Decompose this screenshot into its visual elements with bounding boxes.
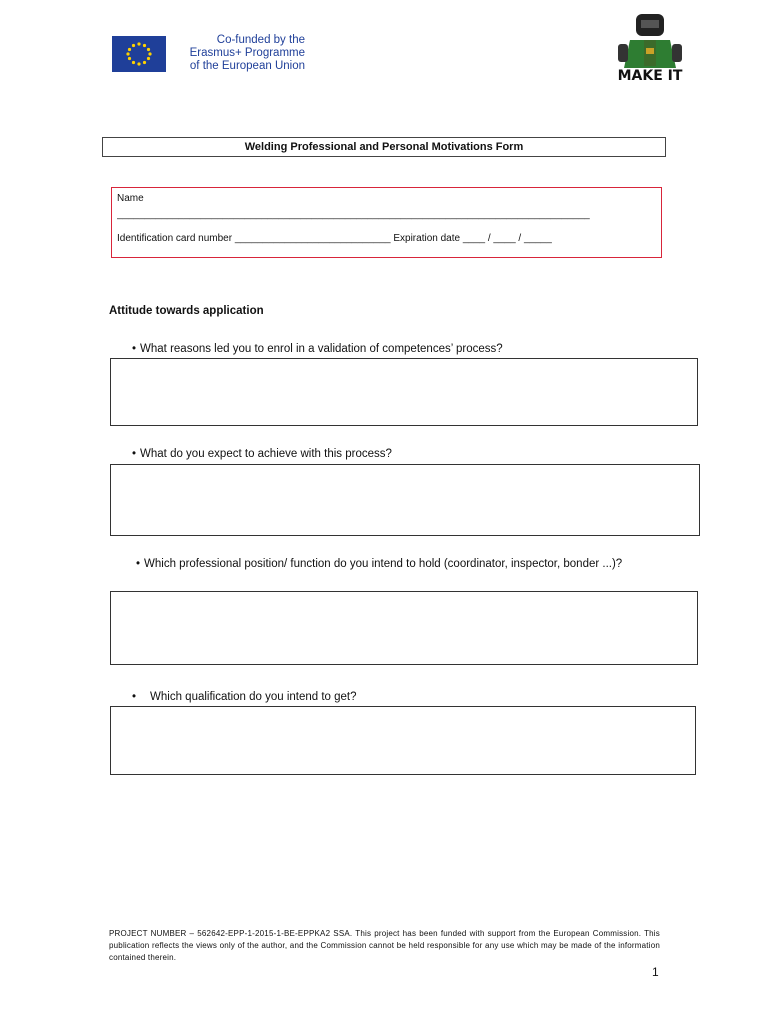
page-number: 1 [652, 965, 659, 979]
bullet: • [132, 343, 137, 355]
section-heading: Attitude towards application [109, 305, 264, 317]
question-2 [132, 446, 392, 462]
eu-text-line-2: Erasmus+ Programme [189, 47, 305, 59]
eu-text-line-1: Co-funded by the [216, 34, 305, 46]
answer-box-2[interactable] [110, 464, 700, 536]
question-text: What do you expect to achieve with this process? [140, 448, 392, 460]
footer-disclaimer: PROJECT NUMBER – 562642-EPP-1-2015-1-BE-EPPKA2 SSA. This project has been funded with support from the European Commission. This publication reflects the views only of the author, and the Commission cannot be held responsible for any use which may be made of the information contained therein. [109, 929, 660, 962]
answer-box-1[interactable] [110, 358, 698, 426]
answer-box-3[interactable] [110, 591, 698, 665]
identity-box [111, 187, 662, 258]
eu-flag-icon [112, 36, 166, 72]
name-field[interactable]: _____________________________________________________________________________________ [117, 209, 590, 220]
makeit-logo-text: MAKE IT [617, 68, 683, 84]
question-text: Which qualification do you intend to get? [150, 691, 357, 703]
eu-text-line-3: of the European Union [189, 60, 305, 72]
eu-cofunding-text [175, 34, 305, 73]
bullet: • [132, 691, 137, 703]
question-text: Which professional position/ function do you intend to hold (coordinator, inspector, bonder ...)? [144, 558, 623, 570]
question-3 [136, 556, 660, 572]
question-4 [132, 689, 357, 705]
question-text: What reasons led you to enrol in a validation of competences’ process? [140, 343, 503, 355]
id-card-line[interactable]: Identification card number ____________________________ Expiration date ____ / ____ / _____ [117, 233, 552, 244]
makeit-logo [610, 10, 690, 88]
bullet: • [136, 558, 141, 570]
bullet: • [132, 448, 137, 460]
answer-box-4[interactable] [110, 706, 696, 775]
form-title: Welding Professional and Personal Motivations Form [102, 137, 666, 157]
question-1 [132, 341, 503, 357]
name-label: Name [117, 193, 144, 204]
